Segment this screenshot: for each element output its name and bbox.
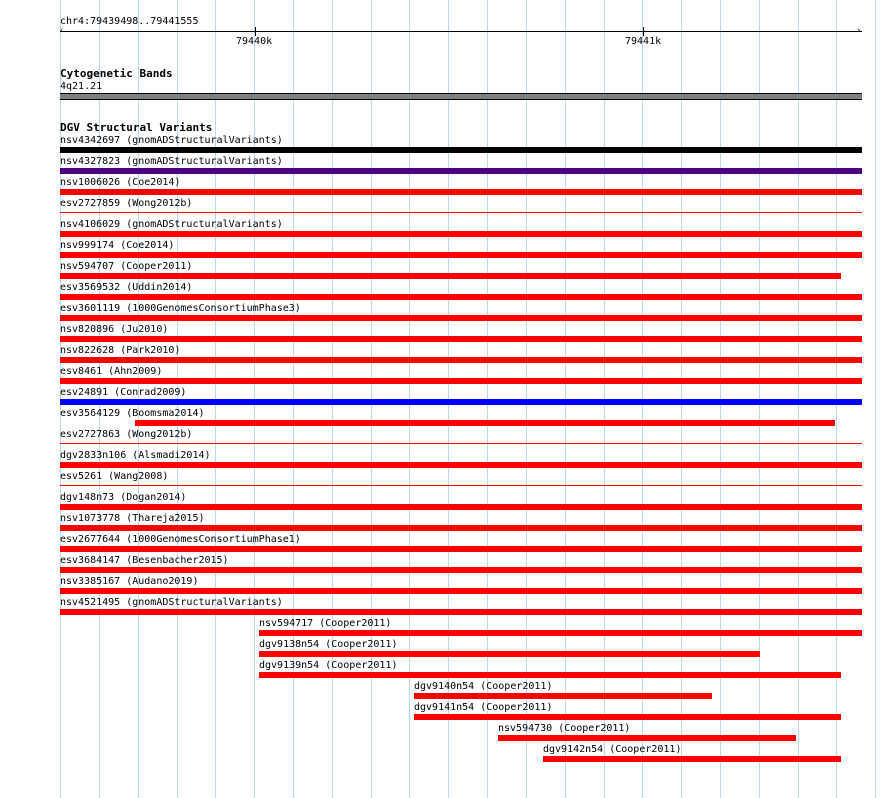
ruler-right-arrow-icon: › xyxy=(856,26,862,36)
variant-label[interactable]: esv24891 (Conrad2009) xyxy=(60,387,187,398)
variant-label[interactable]: esv2677644 (1000GenomesConsortiumPhase1) xyxy=(60,534,301,545)
variant-label[interactable]: nsv1006026 (Coe2014) xyxy=(60,177,181,188)
variant-bar[interactable] xyxy=(60,485,862,486)
variant-bar[interactable] xyxy=(60,525,862,531)
variant-label[interactable]: nsv4327823 (gnomADStructuralVariants) xyxy=(60,156,283,167)
variant-label[interactable]: esv5261 (Wang2008) xyxy=(60,471,169,482)
variant-bar[interactable] xyxy=(259,630,862,636)
ruler-label-79441k: 79441k xyxy=(625,36,662,47)
variant-bar[interactable] xyxy=(414,693,712,699)
variant-label[interactable]: nsv820896 (Ju2010) xyxy=(60,324,169,335)
variant-label[interactable]: esv2727859 (Wong2012b) xyxy=(60,198,193,209)
variant-bar[interactable] xyxy=(60,399,862,405)
variant-bar[interactable] xyxy=(259,672,841,678)
dgv-track-title: DGV Structural Variants xyxy=(60,121,213,134)
variant-bar[interactable] xyxy=(60,567,862,573)
ruler-tick xyxy=(255,27,256,36)
variant-bar[interactable] xyxy=(414,714,841,720)
variant-bar[interactable] xyxy=(60,357,862,363)
variant-bar[interactable] xyxy=(498,735,796,741)
variant-label[interactable]: esv2727863 (Wong2012b) xyxy=(60,429,193,440)
variant-bar[interactable] xyxy=(60,378,862,384)
variant-bar[interactable] xyxy=(60,147,862,153)
variant-label[interactable]: nsv4106029 (gnomADStructuralVariants) xyxy=(60,219,283,230)
ruler-axis xyxy=(60,31,862,32)
variant-bar[interactable] xyxy=(60,609,862,615)
variant-bar[interactable] xyxy=(60,294,862,300)
variant-label[interactable]: esv3569532 (Uddin2014) xyxy=(60,282,193,293)
variant-label[interactable]: nsv4521495 (gnomADStructuralVariants) xyxy=(60,597,283,608)
variant-label[interactable]: nsv594717 (Cooper2011) xyxy=(259,618,392,629)
variant-label[interactable]: nsv594707 (Cooper2011) xyxy=(60,261,193,272)
variant-bar[interactable] xyxy=(259,651,760,657)
variant-bar[interactable] xyxy=(135,420,835,426)
variant-bar[interactable] xyxy=(543,756,841,762)
variant-bar[interactable] xyxy=(60,212,862,213)
variant-label[interactable]: dgv9142n54 (Cooper2011) xyxy=(543,744,682,755)
variant-label[interactable]: nsv999174 (Coe2014) xyxy=(60,240,175,251)
variant-label[interactable]: esv3601119 (1000GenomesConsortiumPhase3) xyxy=(60,303,301,314)
variant-label[interactable]: nsv3385167 (Audano2019) xyxy=(60,576,199,587)
cytoband-name: 4q21.21 xyxy=(60,81,103,92)
variant-bar[interactable] xyxy=(60,189,862,195)
variant-label[interactable]: esv3564129 (Boomsma2014) xyxy=(60,408,205,419)
variant-label[interactable]: nsv594730 (Cooper2011) xyxy=(498,723,631,734)
variant-bar[interactable] xyxy=(60,273,841,279)
position-label: chr4:79439498..79441555 xyxy=(60,16,199,27)
variant-bar[interactable] xyxy=(60,336,862,342)
variant-bar[interactable] xyxy=(60,546,862,552)
cytoband-track-title: Cytogenetic Bands xyxy=(60,67,173,80)
variant-label[interactable]: esv3684147 (Besenbacher2015) xyxy=(60,555,229,566)
ruler-label-79440k: 79440k xyxy=(236,36,273,47)
ruler-left-arrow-icon: ‹ xyxy=(59,26,65,36)
variant-label[interactable]: nsv1073778 (Thareja2015) xyxy=(60,513,205,524)
variant-bar[interactable] xyxy=(60,231,862,237)
variant-label[interactable]: dgv9141n54 (Cooper2011) xyxy=(414,702,553,713)
variant-bar[interactable] xyxy=(60,168,862,174)
variant-label[interactable]: dgv9140n54 (Cooper2011) xyxy=(414,681,553,692)
variant-label[interactable]: dgv148n73 (Dogan2014) xyxy=(60,492,187,503)
variant-bar[interactable] xyxy=(60,588,862,594)
variant-label[interactable]: dgv9139n54 (Cooper2011) xyxy=(259,660,398,671)
variant-label[interactable]: dgv9138n54 (Cooper2011) xyxy=(259,639,398,650)
grid-line xyxy=(875,0,876,798)
variant-label[interactable]: dgv2833n106 (Alsmadi2014) xyxy=(60,450,211,461)
variant-bar[interactable] xyxy=(60,462,862,468)
variant-label[interactable]: nsv822628 (Park2010) xyxy=(60,345,181,356)
variant-label[interactable]: esv8461 (Ahn2009) xyxy=(60,366,163,377)
variant-bar[interactable] xyxy=(60,315,862,321)
variant-bar[interactable] xyxy=(60,443,862,444)
variant-label[interactable]: nsv4342697 (gnomADStructuralVariants) xyxy=(60,135,283,146)
variant-bar[interactable] xyxy=(60,504,862,510)
ruler-tick xyxy=(643,27,644,36)
cytoband-bar[interactable] xyxy=(60,93,862,100)
variant-bar[interactable] xyxy=(60,252,862,258)
